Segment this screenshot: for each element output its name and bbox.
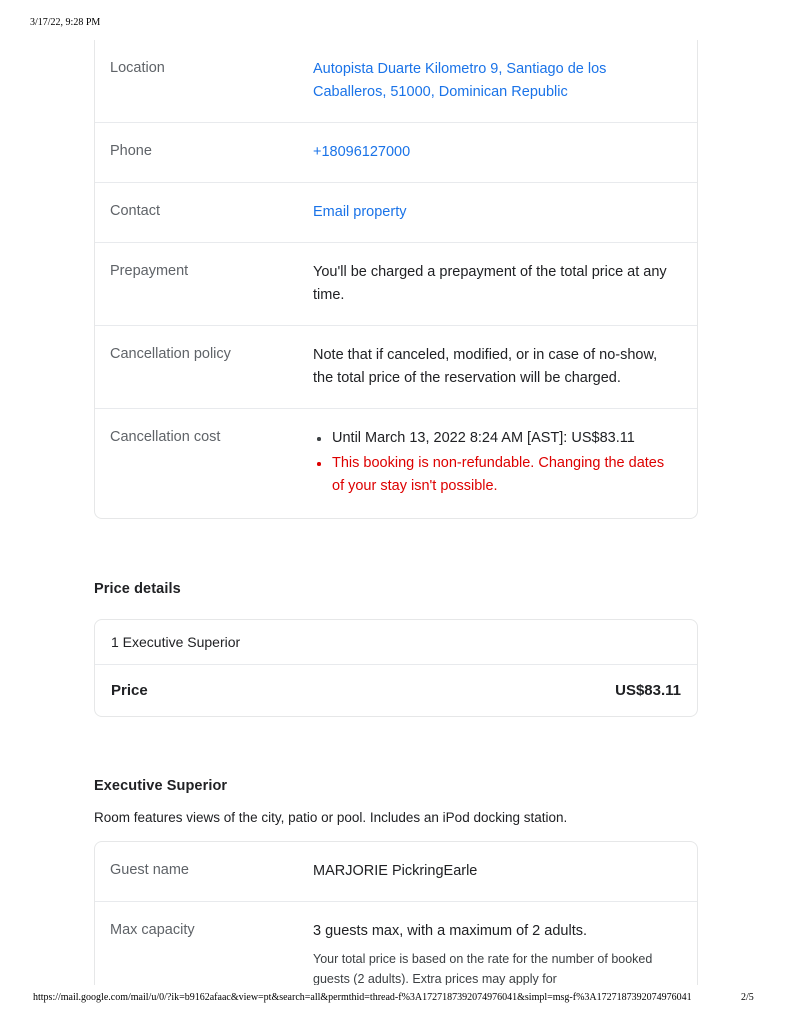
table-row-price-total [95, 664, 697, 716]
table-row-phone [95, 122, 697, 182]
price-total-label: Price [111, 682, 148, 699]
price-details-section [94, 619, 698, 717]
row-value-guest-name: MARJORIE PickringEarle [313, 863, 478, 879]
row-value-prepayment: You'll be charged a prepayment of the total price at any time. [313, 264, 667, 303]
print-footer-url: https://mail.google.com/mail/u/0/?ik=b9162afaac&view=pt&search=all&permthid=thread-f%3A1727187392074976041&simpl=msg-f%3A1727187392074976041 [33, 992, 692, 1003]
price-details-table [94, 619, 698, 717]
table-row-cancellation-policy [95, 325, 697, 408]
row-label-prepayment: Prepayment [110, 263, 189, 279]
row-label-max-capacity: Max capacity [110, 922, 195, 938]
price-total-value: US$83.11 [615, 682, 681, 699]
row-label-phone: Phone [110, 143, 152, 159]
table-row-max-capacity [95, 901, 697, 985]
room-description-wrap [94, 808, 698, 828]
list-item-non-refundable-warning: This booking is non-refundable. Changing the dates of your stay isn't possible. [313, 452, 679, 498]
email-property-link[interactable]: Email property [313, 204, 407, 220]
row-label-cancellation-policy: Cancellation policy [110, 346, 231, 362]
row-label-guest-name: Guest name [110, 862, 189, 878]
booking-details-section [94, 40, 698, 519]
row-label-contact: Contact [110, 203, 160, 219]
booking-details-table [94, 40, 698, 519]
cancellation-cost-list [313, 427, 679, 498]
row-value-cancellation-policy: Note that if canceled, modified, or in case of no-show, the total price of the reservation will be charged. [313, 347, 658, 386]
print-footer-page-number: 2/5 [741, 992, 754, 1003]
price-details-heading-wrap [94, 581, 698, 597]
table-row-cancellation-cost [95, 408, 697, 518]
room-heading-wrap [94, 778, 698, 794]
room-title: Executive Superior [94, 778, 228, 794]
row-label-location: Location [110, 60, 165, 76]
price-item-label: 1 Executive Superior [111, 634, 241, 650]
room-details-table [94, 841, 698, 985]
row-value-max-capacity [313, 902, 697, 985]
max-capacity-note: Your total price is based on the rate for the number of booked guests (2 adults). Extra prices may apply for [313, 952, 653, 985]
print-header-timestamp: 3/17/22, 9:28 PM [30, 17, 101, 28]
table-row-prepayment [95, 242, 697, 325]
row-label-cancellation-cost: Cancellation cost [110, 429, 221, 445]
room-details-section [94, 841, 698, 985]
table-row-contact [95, 182, 697, 242]
table-row-price-item [95, 620, 697, 664]
row-value-cancellation-cost [313, 409, 697, 518]
row-value-phone [313, 123, 697, 182]
row-value-location [313, 40, 697, 122]
table-row-guest-name [95, 842, 697, 901]
location-link[interactable]: Autopista Duarte Kilometro 9, Santiago de los Caballeros, 51000, Dominican Republic [313, 61, 607, 100]
list-item: Until March 13, 2022 8:24 AM [AST]: US$83.11 [313, 427, 679, 450]
price-details-title: Price details [94, 581, 181, 597]
table-row-location [95, 40, 697, 122]
row-value-contact [313, 183, 697, 242]
room-description: Room features views of the city, patio or pool. Includes an iPod docking station. [94, 810, 568, 825]
max-capacity-main: 3 guests max, with a maximum of 2 adults. [313, 923, 587, 939]
phone-link[interactable]: +18096127000 [313, 144, 411, 160]
